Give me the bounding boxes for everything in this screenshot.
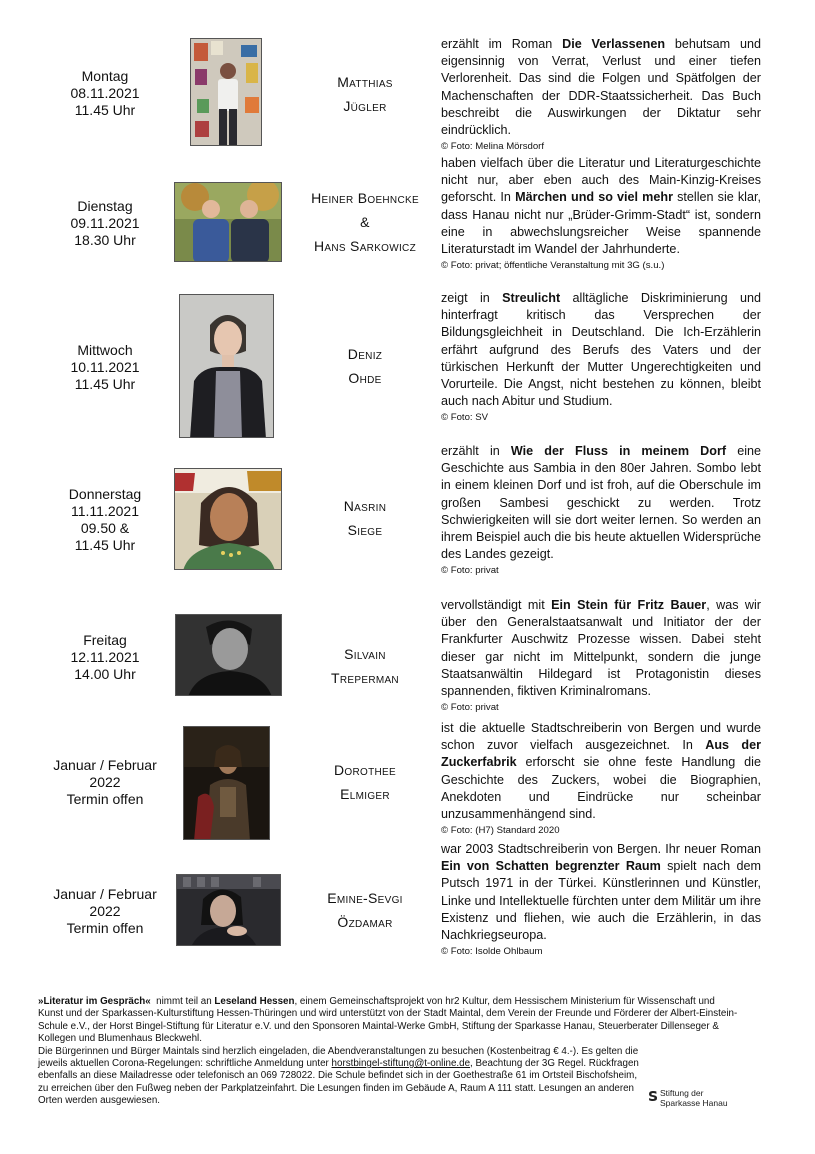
- author-first-name: Emine-Sevgi: [327, 890, 403, 906]
- book-title: Märchen und so viel mehr: [515, 190, 673, 205]
- description-text: eine Geschichte aus Sambia in den 80er Jahren. Sombo lebt in einem kleinen Dorf und ist froh, auf die Oberschule im großen Sambesi geschickt zu werden. Trotz Schwierigkeiten will sie dort weiter lernen. So werden an ihrem Beispiel auch die bis heute aktuellen Widersprüche des Landes gezeigt.: [441, 444, 761, 562]
- description-text: spielt nach dem Putsch 1971 in der Türkei. Künstlerinnen und Künstler, Linke und Intellektuelle fürchten unter dem Militär um ihre Existenz und fliehen, wie auch die Erzählerin, in das Nachkriegseuropa.: [441, 859, 761, 943]
- event-time: Termin offen: [66, 920, 144, 936]
- event-date: [35, 68, 175, 119]
- event-description: [441, 290, 761, 424]
- author-photo: [190, 38, 262, 146]
- book-title: Ein von Schatten begrenzter Raum: [441, 859, 661, 874]
- event-description: [441, 443, 761, 577]
- event-time: 11.45 Uhr: [74, 537, 136, 553]
- description-text: vervollständigt mit: [441, 598, 552, 612]
- event-description: [441, 720, 761, 837]
- event-time: 18.30 Uhr: [74, 232, 136, 248]
- event-description: [441, 597, 761, 714]
- event-time: 09.50 &: [80, 520, 130, 536]
- sparkasse-s-icon: 𝗦: [648, 1088, 659, 1104]
- event-date: [35, 486, 175, 554]
- author-last-name: Siege: [347, 522, 383, 538]
- description-text: zeigt in: [441, 291, 503, 305]
- event-description: [441, 155, 761, 272]
- event-date-value: 08.11.2021: [70, 85, 140, 101]
- event-time: 11.45 Uhr: [74, 376, 136, 392]
- description-text: stellen sie klar, dass Hanau nicht nur „Brüder-Grimm-Stadt“ ist, sondern eine in abwechslungsreicher Weise spannende Literaturstadt im Wandel der Jahrhunderte.: [441, 190, 761, 257]
- event-day: Januar / Februar: [53, 886, 157, 902]
- photo-credit: © Foto: SV: [441, 412, 489, 424]
- leseland-name: Leseland Hessen: [214, 996, 295, 1007]
- event-date-value: 12.11.2021: [70, 649, 140, 665]
- description-text: haben vielfach über die Literatur und Literaturgeschichte nicht nur, aber eben auch des Main-Kinzig-Kreises geforscht. In: [441, 156, 761, 205]
- footer-text: nimmt teil an: [150, 996, 215, 1007]
- event-date: [35, 342, 175, 393]
- event-date-value: 2022: [89, 903, 121, 919]
- description-text: alltägliche Diskriminierung und hinterfragt kritisch das Versprechen der Bildungsgleichheit in Deutschland. Die Ich-Erzählerin erfährt aufgrund des Berufs des Vaters und der türkischen Herkunft der Mutter Ungerechtigkeiten und Vorurteile. Die Angst, nicht bestehen zu können, bleibt auch nach Abitur und Studium.: [441, 291, 762, 409]
- description-text: erzählt im Roman: [441, 37, 563, 51]
- contact-email-link[interactable]: horstbingel-stiftung@t-online.de: [331, 1058, 471, 1070]
- author-photo: [183, 726, 270, 840]
- event-date: [35, 886, 175, 937]
- author-ampersand: &: [360, 214, 370, 230]
- description-text: war 2003 Stadtschreiberin von Bergen. Ihr neuer Roman: [441, 842, 761, 856]
- photo-credit: © Foto: privat: [441, 702, 499, 714]
- photo-credit: © Foto: Melina Mörsdorf: [441, 141, 545, 153]
- footer-notes: [38, 996, 738, 1108]
- author-name: [290, 642, 440, 690]
- book-title: Wie der Fluss in meinem Dorf: [510, 444, 727, 458]
- event-date: [35, 632, 175, 683]
- footer-paragraph: [38, 1046, 648, 1108]
- author-first-name: Deniz: [347, 346, 383, 362]
- book-title: Die Verlassenen: [562, 37, 666, 51]
- event-time: 11.45 Uhr: [74, 102, 136, 118]
- footer-text: Die Bürgerinnen und Bürger Maintals sind herzlich eingeladen, die Abendveranstaltungen zu besuchen (Kostenbeitrag € 4.-). Es gelten die jeweils aktuellen Corona-Regelungen: schriftliche Anmeldung unter: [38, 1045, 639, 1070]
- author-first-name: Dorothee: [334, 762, 396, 778]
- event-date: [35, 757, 175, 808]
- footer-text: , Beachtung der 3G Regel. Rückfragen ebenfalls an diese Mailadresse oder telefonisch an 069 728022. Die Schule befindet sich in der Goethestraße 61 im Ortsteil Bischofsheim, zu erreichen über den Fußweg neben der Parkplatzeinfahrt. Die Lesungen finden im Gebäude A, Raum A 111 statt. Lesungen an anderen Orten werden ausgewiesen.: [38, 1058, 639, 1107]
- author-last-name: Hans Sarkowicz: [314, 238, 416, 254]
- author-photo: [175, 614, 282, 696]
- event-day: Dienstag: [77, 198, 133, 214]
- book-title: Aus der Zuckerfabrik: [441, 738, 762, 770]
- description-text: ist die aktuelle Stadtschreiberin von Bergen und wurde schon zuvor vielfach ausgezeichnet. In: [441, 721, 761, 753]
- event-date-value: 2022: [89, 774, 121, 790]
- author-name: [290, 70, 440, 118]
- author-last-name: Elmiger: [340, 786, 390, 802]
- event-date-value: 11.11.2021: [71, 503, 139, 519]
- event-time: 14.00 Uhr: [74, 666, 136, 682]
- photo-credit: © Foto: Isolde Ohlbaum: [441, 946, 543, 958]
- logo-line: Sparkasse Hanau: [660, 1098, 728, 1108]
- event-date-value: 10.11.2021: [70, 359, 140, 375]
- sparkasse-foundation-logo: [648, 1088, 728, 1108]
- event-day: Freitag: [83, 632, 127, 648]
- book-title: Ein Stein für Fritz Bauer: [551, 598, 707, 612]
- author-name: [290, 494, 440, 542]
- author-last-name: Ohde: [348, 370, 382, 386]
- book-title: Streulicht: [502, 291, 561, 305]
- logo-line: Stiftung der: [660, 1088, 704, 1098]
- event-time: Termin offen: [66, 791, 144, 807]
- author-photo: [174, 468, 282, 570]
- photo-credit: © Foto: privat; öffentliche Veranstaltung mit 3G (s.u.): [441, 260, 665, 272]
- event-description: [441, 841, 761, 958]
- author-first-name: Heiner Boehncke: [311, 190, 419, 206]
- description-text: erforscht sie ohne feste Handlung die Geschichte des Zuckers, wobei die Biographien, Anekdoten und Eindrücke nur scheinbar unzusammenhängend sind.: [441, 755, 761, 822]
- author-first-name: Matthias: [337, 74, 393, 90]
- event-day: Mittwoch: [77, 342, 133, 358]
- author-name: [290, 342, 440, 390]
- description-text: behutsam und eigensinnig von Verrat, Verlust und einer tiefen Verlorenheit. Das sind die Folgen und Spätfolgen der Machenschaften der DDR-Staatssicherheit. Das Buch beschreibt die Auswirkungen der Diktatur sehr eindrücklich.: [441, 37, 761, 138]
- description-text: erzählt in: [441, 444, 511, 458]
- author-first-name: Nasrin: [343, 498, 387, 514]
- photo-credit: © Foto: (H7) Standard 2020: [441, 825, 560, 837]
- event-day: Montag: [81, 68, 129, 84]
- author-name: [290, 886, 440, 934]
- author-photo: [179, 294, 274, 438]
- author-name: [290, 758, 440, 806]
- series-name: »Literatur im Gespräch«: [38, 996, 151, 1007]
- footer-text: , einem Gemeinschaftsprojekt von hr2 Kultur, dem Hessischem Ministerium für Wissenschaft und Kunst und der Sparkassen-Kulturstiftung Hessen-Thüringen und wird unterstützt von der Stadt Maintal, dem Verein der Freunde und Förderer der Albert-Einstein-Schule e.V., der Horst Bingel-Stiftung für Literatur e.V. und den Sponsoren Maintal-Werke GmbH, Stiftung der Sparkasse Hanau, Steuerberater Dillenseger & Kollegen und Blumenhaus Bleckwehl.: [38, 996, 738, 1045]
- description-text: , was wir über den Generalstaatsanwalt und Initiator der der Frankfurter Auschwitz Prozesse wissen. Dabei steht dieser gar nicht im Mittelpunkt, sondern die junge Staatsanwältin Hildegard ist Protagonistin dieses spannenden, fiktiven Kriminalromans.: [441, 598, 761, 699]
- photo-credit: © Foto: privat: [441, 565, 499, 577]
- author-photo: [176, 874, 281, 946]
- event-description: [441, 36, 761, 153]
- author-last-name: Jügler: [343, 98, 387, 114]
- footer-paragraph: [38, 996, 738, 1046]
- event-day: Donnerstag: [68, 486, 142, 502]
- event-date-value: 09.11.2021: [70, 215, 140, 231]
- author-last-name: Özdamar: [337, 914, 393, 930]
- author-name: [290, 186, 440, 258]
- event-day: Januar / Februar: [53, 757, 157, 773]
- event-date: [35, 198, 175, 249]
- author-last-name: Treperman: [331, 670, 399, 686]
- author-first-name: Silvain: [344, 646, 386, 662]
- author-photo: [174, 182, 282, 262]
